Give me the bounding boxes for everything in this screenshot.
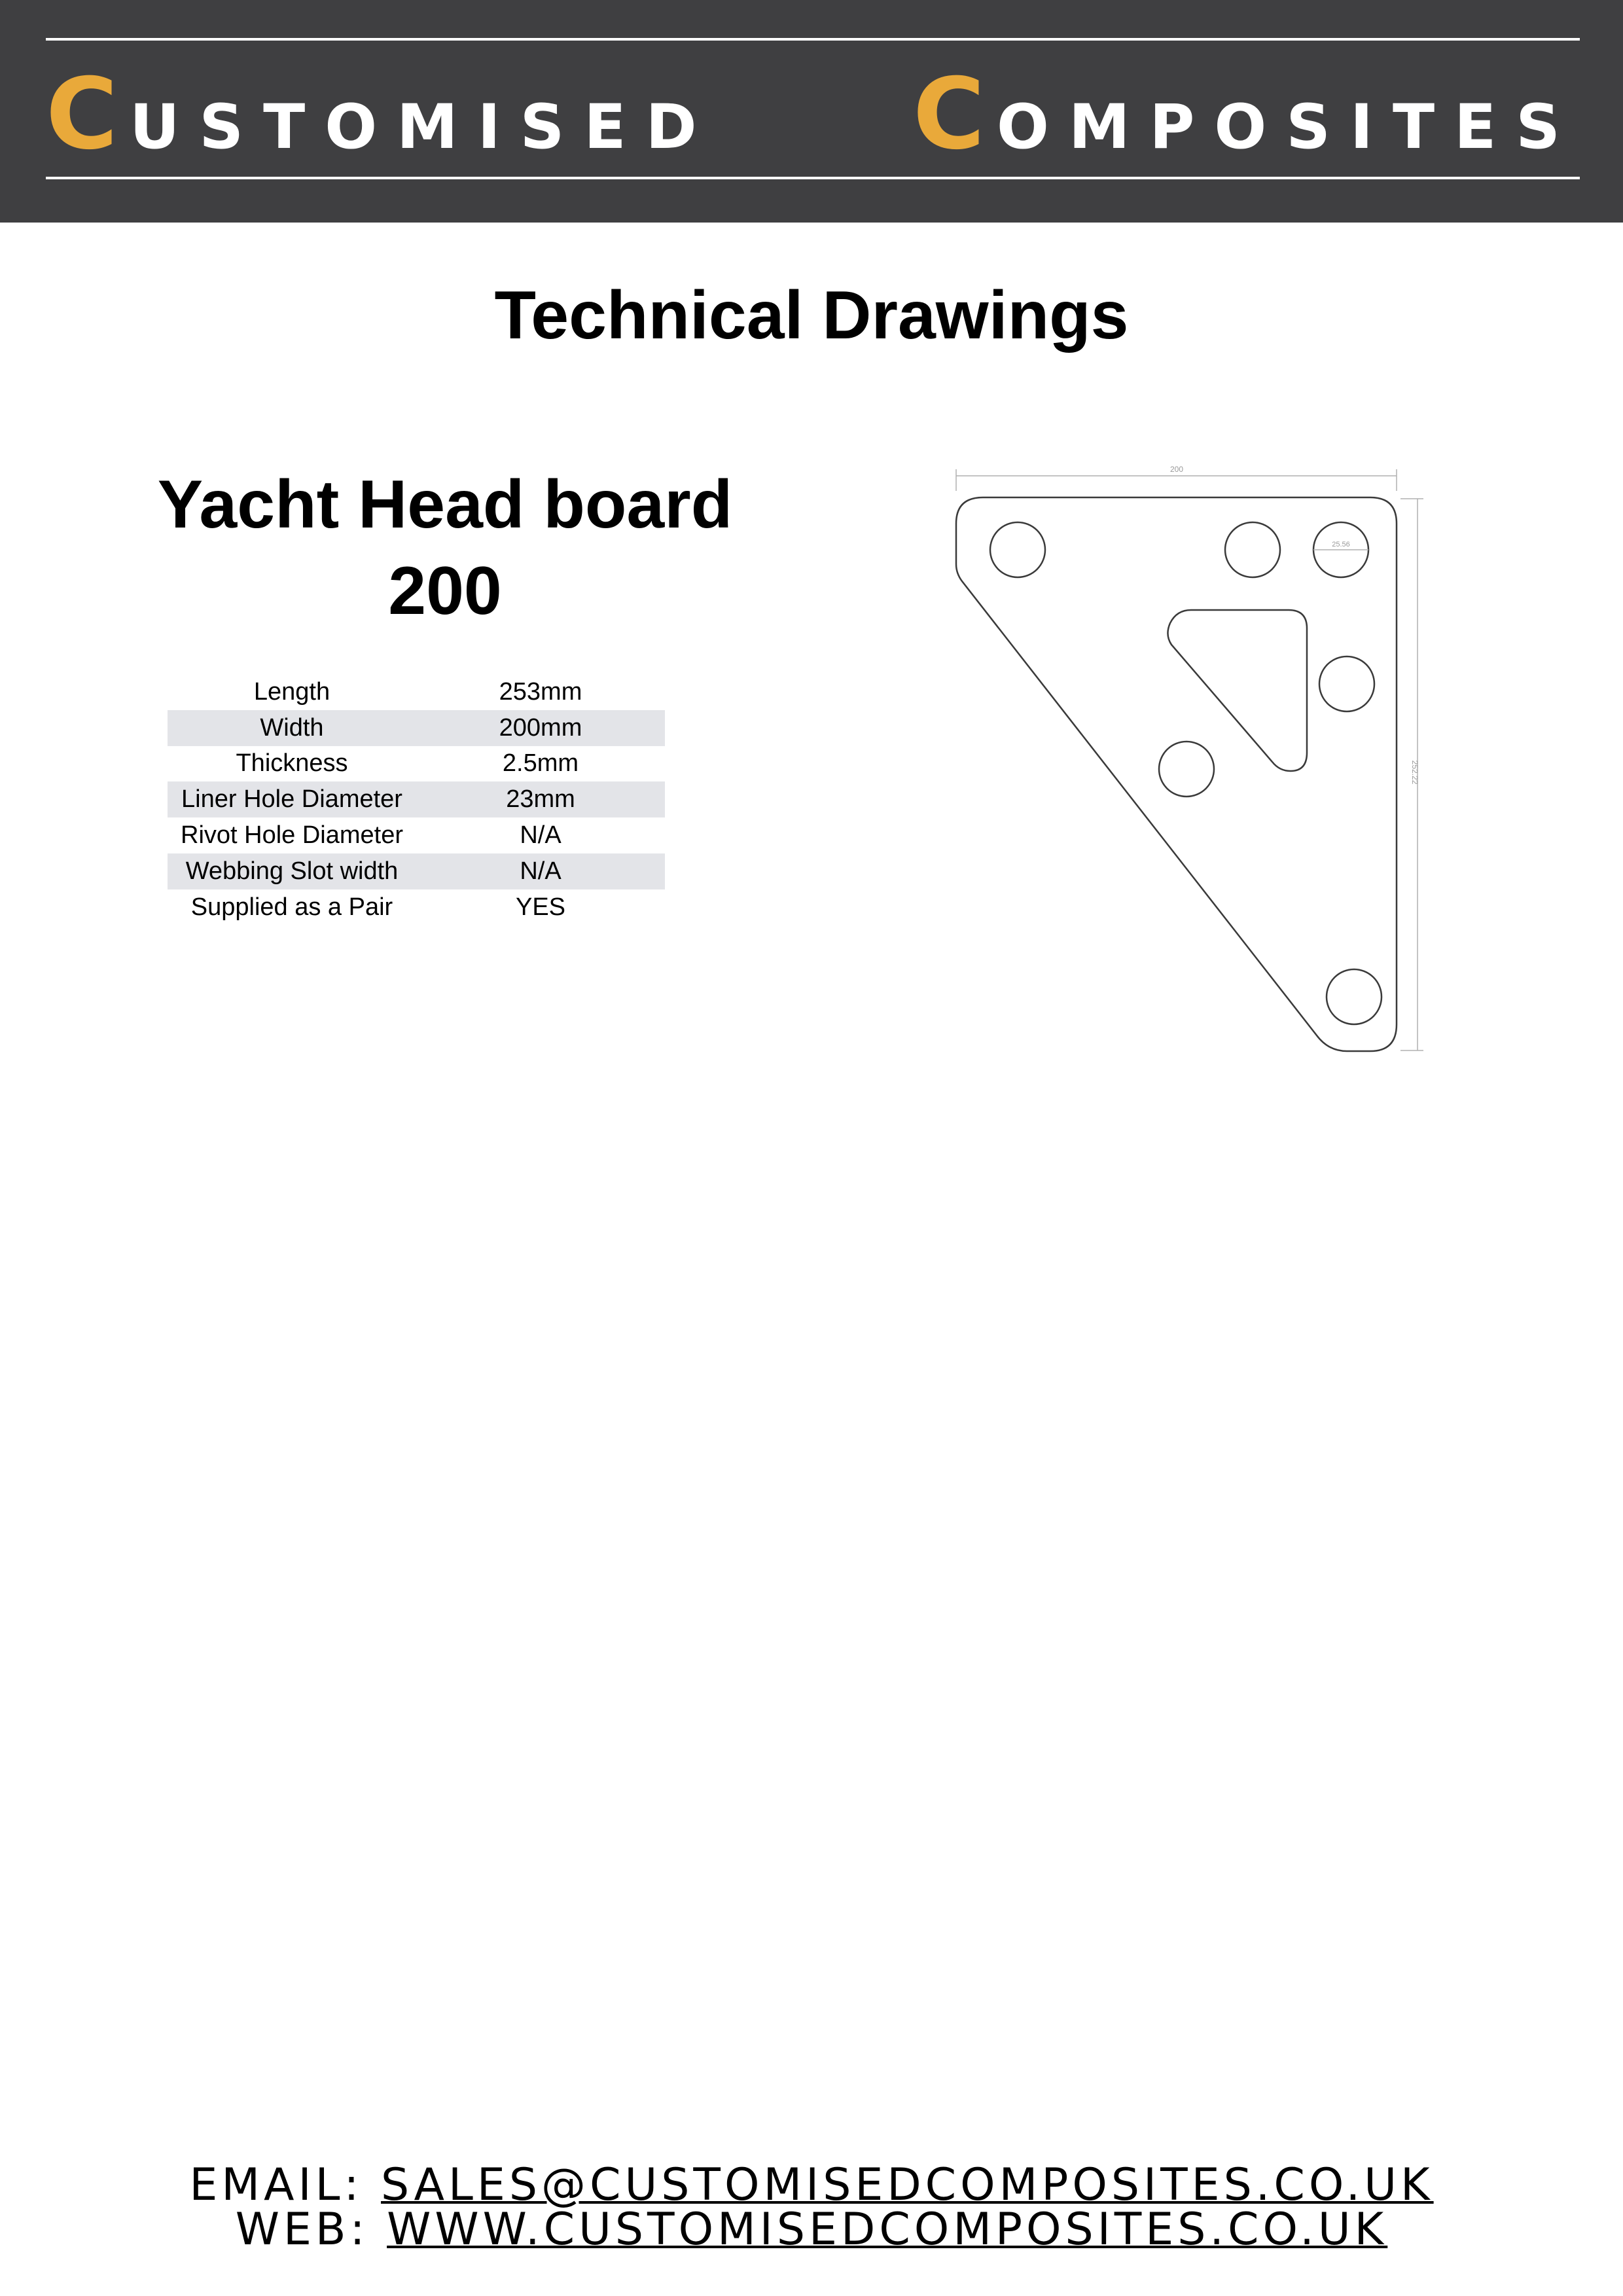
spec-label: Liner Hole Diameter: [168, 781, 416, 817]
brand-rest-1: USTOMISED: [130, 92, 717, 163]
header-banner: [0, 0, 1623, 223]
brand-word-customised: [46, 58, 717, 171]
spec-row: [168, 674, 665, 710]
liner-hole: [990, 522, 1045, 577]
spec-row: [168, 889, 665, 925]
width-dimension-label: 200: [1169, 465, 1184, 474]
headboard-drawing: [916, 452, 1440, 1067]
headboard-outline: [956, 497, 1397, 1051]
liner-hole: [1327, 969, 1382, 1024]
liner-hole: [1319, 656, 1374, 711]
height-dimension-label: 252.22: [1410, 760, 1419, 785]
spec-row: [168, 710, 665, 746]
liner-hole: [1225, 522, 1280, 577]
spec-row: [168, 746, 665, 782]
email-label: EMAIL:: [189, 2159, 363, 2211]
spec-label: Width: [168, 710, 416, 746]
spec-label: Webbing Slot width: [168, 853, 416, 889]
spec-label: Supplied as a Pair: [190, 893, 393, 921]
liner-hole: [1159, 742, 1214, 797]
page-title: Technical Drawings: [494, 278, 1129, 353]
spec-value: 253mm: [499, 677, 582, 706]
brand-rest-2: OMPOSITES: [997, 92, 1580, 163]
spec-value: 23mm: [416, 781, 665, 817]
header-top-rule: [46, 38, 1580, 41]
spec-table: [168, 674, 665, 925]
spec-label: Thickness: [236, 749, 348, 778]
footer-email: [0, 2159, 1623, 2211]
spec-row: [168, 817, 665, 853]
spec-row: [168, 853, 665, 889]
brand-logo: [46, 58, 1580, 171]
product-title-size: 200: [388, 553, 502, 629]
spec-value: N/A: [520, 821, 562, 850]
brand-initial-1: C: [46, 58, 118, 171]
spec-label: Rivot Hole Diameter: [181, 821, 403, 850]
footer-web: [0, 2204, 1623, 2255]
hole-diameter-label: 25.56: [1332, 541, 1350, 548]
web-link[interactable]: WWW.CUSTOMISEDCOMPOSITES.CO.UK: [387, 2204, 1388, 2255]
spec-value: N/A: [416, 853, 665, 889]
triangular-cutout: [1168, 610, 1307, 771]
product-title-name: Yacht Head board: [157, 467, 733, 543]
email-link[interactable]: SALES@CUSTOMISEDCOMPOSITES.CO.UK: [381, 2159, 1434, 2211]
header-bottom-rule: [46, 177, 1580, 179]
brand-word-composites: [912, 58, 1580, 171]
spec-label: Length: [253, 677, 330, 706]
spec-value: 200mm: [416, 710, 665, 746]
product-title: [98, 461, 792, 634]
spec-value: YES: [515, 893, 566, 921]
web-label: WEB:: [235, 2204, 369, 2255]
spec-row: [168, 781, 665, 817]
spec-value: 2.5mm: [502, 749, 579, 778]
brand-initial-2: C: [912, 58, 986, 171]
